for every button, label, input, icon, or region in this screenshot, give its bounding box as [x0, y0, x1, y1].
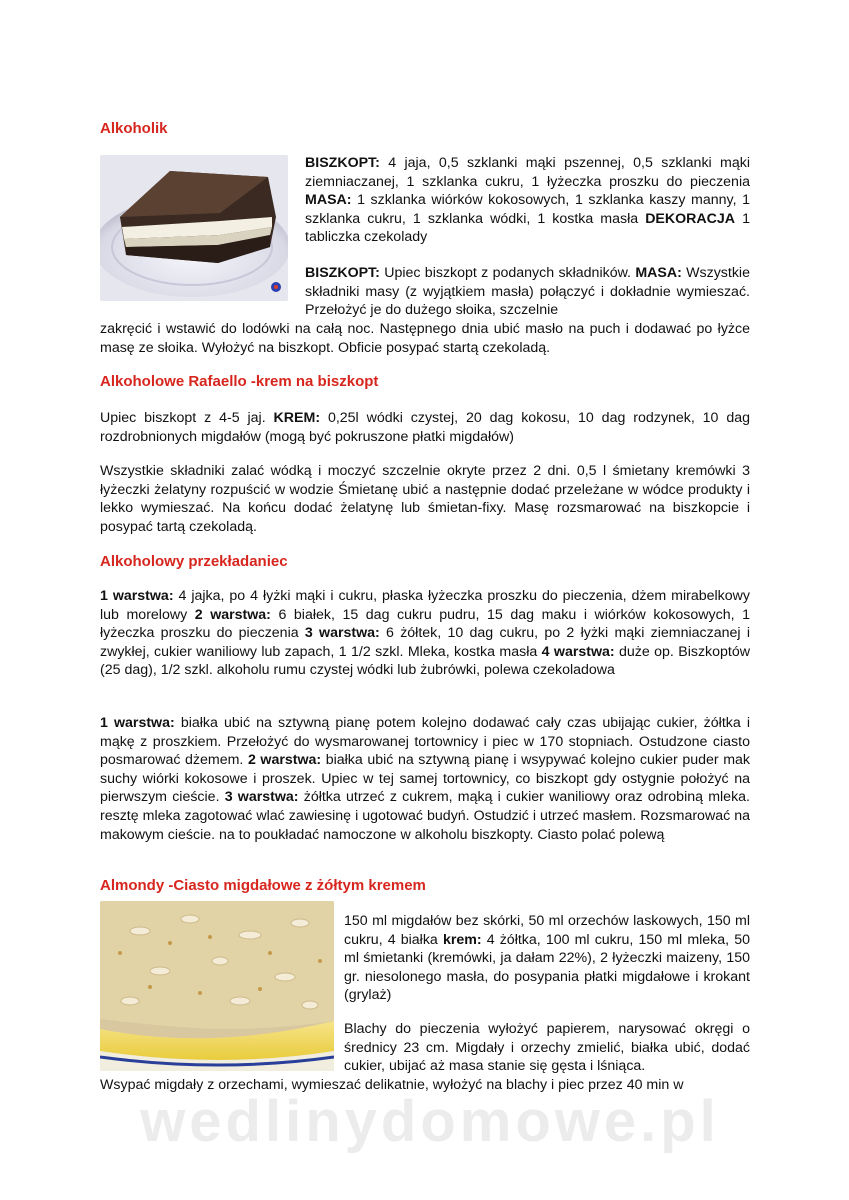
- rich-para: BISZKOPT: 4 jaja, 0,5 szklanki mąki pszennej, 0,5 szklanki mąki ziemniaczanej, 1 szklanka cukru, 1 łyżeczka proszku do pieczenia MASA: 1 szklanka wiórków kokosowych, 1 szklanka kaszy manny, 1 szklanka cukru, 1 szklanka wódki, 1 kostka masła DEKORACJA 1 tabliczka czekolady: [305, 155, 750, 246]
- bold-label: MASA:: [635, 265, 682, 281]
- bold-label: 1 warstwa:: [100, 715, 175, 731]
- recipe-title: Alkoholowe Rafaello -krem na biszkopt: [100, 373, 379, 390]
- bold-label: 4 warstwa:: [541, 643, 615, 660]
- bold-label: BISZKOPT:: [305, 265, 380, 281]
- recipe-method-full: zakręcić i wstawić do lodówki na całą noc. Następnego dnia ubić masło na puch i dodawać po łyżce masę ze słoika. Wyłożyć na biszkopt. Obficie posypać startą czekoladą.: [100, 321, 750, 356]
- bold-label: 1 warstwa:: [100, 588, 174, 604]
- rich-para: 150 ml migdałów bez skórki, 50 ml orzechów laskowych, 150 ml cukru, 4 białka krem: 4 żółtka, 100 ml cukru, 150 ml mleka, 50 ml śmietanki (kremówki, ja dałam 22%), 2 łyżeczki maizeny, 150 gr. niesolonego masła, do posypania płatki migdałowe i krokant (grylaż): [344, 913, 750, 1004]
- recipe-ingredients: [305, 154, 750, 247]
- bold-label: 2 warstwa:: [247, 752, 322, 769]
- recipe-title: Almondy -Ciasto migdałowe z żółtym kremem: [100, 877, 426, 894]
- recipe-ingredients: [100, 587, 750, 680]
- rich-para: 1 warstwa: białka ubić na sztywną pianę potem kolejno dodawać cały czas ubijając cukier, żółtka i mąkę z proszkiem. Przełożyć do wysmarowanej tortownicy i piec w 170 stopniach. Ostudzone ciasto posmarować dżemem. 2 warstwa: białka ubić na sztywną pianę i wsypywać kolejno cukier puder mak suchy wiórki kokosowe i proszek. Upiec w tej samej tortownicy, co biszkopt gdy ostygnie położyć na pierwszym cieście. 3 warstwa: żółtka utrzeć z cukrem, mąką i cukier waniliowy oraz odrobiną mleka. resztę mleka zagotować wlać zawiesinę i ugotować budyń. Ostudzić i utrzeć masłem. Rozsmarować na makowym cieście. na to poukładać namoczone w alkoholu biszkopty. Ciasto polać polewą: [100, 715, 751, 843]
- bold-label: KREM:: [273, 410, 321, 426]
- recipe-method: [100, 714, 750, 844]
- recipe-title: Alkoholowy przekładaniec: [100, 553, 288, 570]
- bold-label: 3 warstwa:: [304, 625, 380, 642]
- bold-label: DEKORACJA: [645, 210, 736, 227]
- recipe-method-full: Wsypać migdały z orzechami, wymieszać delikatnie, wyłożyć na blachy i piec przez 40 min w: [100, 1077, 684, 1093]
- bold-label: krem:: [442, 931, 482, 948]
- layered-cake-photo: [100, 155, 288, 301]
- recipe-ingredients: [100, 409, 750, 446]
- rich-para: BISZKOPT: Upiec biszkopt z podanych składników. MASA: Wszystkie składniki masy (z wyjątkiem masła) połączyć i dokładnie wymieszać. Przełożyć je do dużego słoika, szczelnie: [305, 265, 750, 319]
- rich-para: 1 warstwa: 4 jajka, po 4 łyżki mąki i cukru, płaska łyżeczka proszku do pieczenia, dżem mirabelkowy lub morelowy 2 warstwa: 6 białek, 15 dag cukru pudru, 15 dag maku i wiórków kokosowych, 1 łyżeczka proszku do pieczenia 3 warstwa: 6 żółtek, 10 dag cukru, po 2 łyżki mąki ziemniaczanej i zwykłej, cukier waniliowy lub zapach, 1 1/2 szkl. Mleka, kostka masła 4 warstwa: duże op. Biszkoptów (25 dag), 1/2 szkl. alkoholu rumu czystej wódki lub żubrówki, polewa czekoladowa: [100, 588, 751, 679]
- watermark: wedlinydomowe.pl: [140, 1089, 720, 1154]
- recipe-ingredients: [344, 912, 750, 1005]
- rich-para: Upiec biszkopt z 4-5 jaj. KREM: 0,25l wódki czystej, 20 dag kokosu, 10 dag rodzynek, 10 dag rozdrobnionych migdałów (mogą być pokruszone płatki migdałów): [100, 410, 750, 445]
- recipe-method-side: [305, 264, 750, 320]
- recipe-title: Alkoholik: [100, 120, 168, 137]
- bold-label: BISZKOPT:: [305, 155, 380, 171]
- recipe-method: Wszystkie składniki zalać wódką i moczyć szczelnie okryte przez 2 dni. 0,5 l śmietany kremówki 3 łyżeczki żelatyny rozpuścić w wodzie Śmietanę ubić a następnie dodać przeleżane w wódce produkty i lekko wymieszać. Na końcu dodać żelatynę lub śmietan-fixy. Masę rozsmarować na biszkopcie i posypać tartą czekoladą.: [100, 463, 750, 535]
- bold-label: 2 warstwa:: [194, 606, 271, 623]
- almond-cake-photo: [100, 901, 334, 1071]
- bold-label: MASA:: [305, 192, 352, 209]
- bold-label: 3 warstwa:: [224, 789, 299, 806]
- recipe-method-side: Blachy do pieczenia wyłożyć papierem, narysować okręgi o średnicy 23 cm. Migdały i orzechy zmielić, białka ubić, dodać cukier, ubijać aż masa stanie się gęsta i lśniąca.: [344, 1021, 750, 1075]
